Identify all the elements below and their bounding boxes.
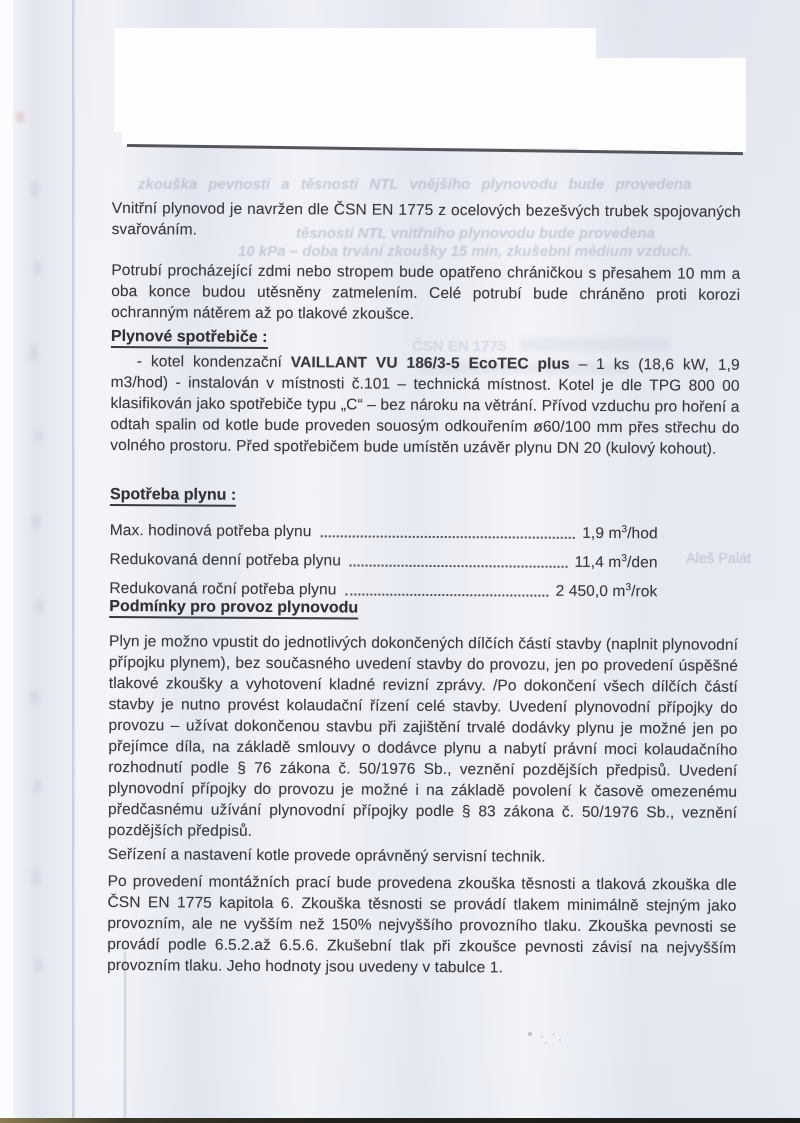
section-heading-conditions-label: Podmínky pro provoz plynovodu [109,598,358,620]
appliance-model: VAILLANT VU 186/3-5 EcoTEC plus [290,354,570,373]
intro-paragraph-1: Vnitřní plynovod je navržen dle ČSN EN 1775 z ocelových bezešvých trubek spojovaných svařováním. [111,199,741,239]
bleed-mark [35,960,43,972]
consumption-row [110,547,658,572]
value-unit: /den [626,554,658,572]
section-heading-consumption [110,486,236,505]
appliance-item-prefix: - kotel kondenzační [136,353,291,372]
bleed-mark [35,430,43,442]
value-base: 2 450,0 m [555,582,626,601]
consumption-value [556,583,658,602]
page-edge-line [72,0,75,1123]
section-heading-consumption-label: Spotřeba plynu : [110,486,236,507]
appliance-item-rest: – 1 ks (18,6 kW, 1,9 m3/hod) - instalován v místnosti č.101 – technická místnost. Kotel je dle TPG 800 00 klasifikován jako spotřebiče typu „C“ – bez nároku na větrání. Přívod vzduchu pro hoření a odtah spalin od kotle bude proveden souosým odkouřením ø60/100 mm přes střechu do volného prostoru. Před spotřebičem bude umístěn uzávěr plynu DN 20 (kulový kohout). [110,355,740,458]
scan-edge-gutter-band [13,0,72,1123]
ghost-signature: Aleš Palát [686,551,752,567]
consumption-row [110,518,658,543]
bleed-mark [30,182,39,196]
value-base: 1,9 m [582,524,622,543]
section-heading-appliances [111,328,268,347]
ghost-smudge [520,338,670,351]
section-heading-conditions [109,598,358,618]
bleed-mark [29,345,38,360]
consumption-value [574,554,657,573]
bleed-mark [30,690,39,704]
ghost-text-line: zkouška pevnosti a těsnosti NTL vnějšího plynovodu bude provedena [138,176,692,193]
appliances-paragraph [110,351,740,460]
consumption-label: Redukovaná denní potřeba plynu [109,550,342,570]
ghost-norm-reference: ČSN EN 1775 [412,338,507,355]
bleed-mark [36,600,44,613]
value-superscript: 3 [625,582,632,594]
conditions-paragraph-1: Plyn je možno vpustit do jednotlivých dokončených dílčích částí stavby (naplnit plynovodní přípojku plynem), bez současného uvedení stavby do provozu, jen po provedení úspěšné tlakové zkoušky a vyhotovení kladné revizní zprávy. /Po dokončení všech dílčích částí stavby je nutno provést kolaudační řízení celé stavby. Uvedení plynovodní přípojky do provozu – užívat dokončenou stavbu při zajištění trvalé dodávky plynu je možné jen po přejímce díla, na základě smlouvy o dodávce plynu a nabytí právní moci kolaudačního rozhodnutí podle § 76 zákona č. 50/1976 Sb., veznění pozdějších předpisů. Uvedení plynovodní přípojky do provozu je možné i na základě povolení k časově omezenému předčasnému užívání plynovodní přípojky podle § 83 zákona č. 50/1976 Sb., veznění pozdějších předpisů. [107,632,739,840]
value-superscript: 3 [621,524,628,536]
conditions-paragraph-3: Po provedení montážních prací bude provedena zkouška těsnosti a tlaková zkouška dle ČSN EN 1775 kapitola 6. Zkouška těsnosti se provádí tlakem minimálně stejným jako provozním, ale ne vyšším než 150% nejvyššího provozního tlaku. Zkouška pevnosti se provádí podle 6.5.2.až 6.5.6. Zkušební tlak při zkoušce pevnosti závisí na nejvyšším provozním tlaku. Jeho hodnoty jsou uvedeny v tabulce 1. [107,872,737,977]
ghost-text-line: těsnosti NTL vnitřního plynovodu bude provedena [296,225,655,242]
value-superscript: 3 [621,553,628,565]
consumption-label: Max. hodinová potřeba plynu [109,521,312,541]
bleed-mark [31,870,40,884]
bleed-mark [31,515,40,529]
dotted-leader [320,535,575,539]
intro-paragraph-2: Potrubí procházející zdmi nebo stropem bude opatřeno chráničkou s přesahem 10 mm a oba konce budou utěsněny zatmelením. Celé potrubí bude chráněno proti korozi ochranným nátěrem až po tlakové zkoušce. [111,261,741,323]
consumption-value [582,525,658,543]
value-unit: /hod [627,525,658,543]
bleed-mark [34,780,42,792]
section-heading-appliances-label: Plynové spotřebiče : [111,328,268,349]
scan-edge-white-strip [0,0,13,1123]
page-fold-line [124,952,126,1118]
value-unit: /rok [631,583,658,601]
gas-consumption-list [109,518,658,608]
pink-mark [16,112,24,122]
ghost-text-line: 10 kPa – doba trvání zkoušky 15 min, zkušební médium vzduch. [238,243,693,260]
bleed-mark [34,262,42,274]
dotted-leader [345,593,548,596]
redaction-block [578,58,746,152]
dotted-leader [350,564,568,567]
scan-bottom-edge [0,1118,800,1123]
consumption-label: Redukovaná roční potřeba plynu [109,579,337,599]
redaction-block [270,110,600,148]
conditions-paragraph-2: Seřízení a nastavení kotle provede oprávněný servisní technik. [107,845,546,866]
scan-speckles [528,1032,532,1036]
value-base: 11,4 m [574,553,622,572]
